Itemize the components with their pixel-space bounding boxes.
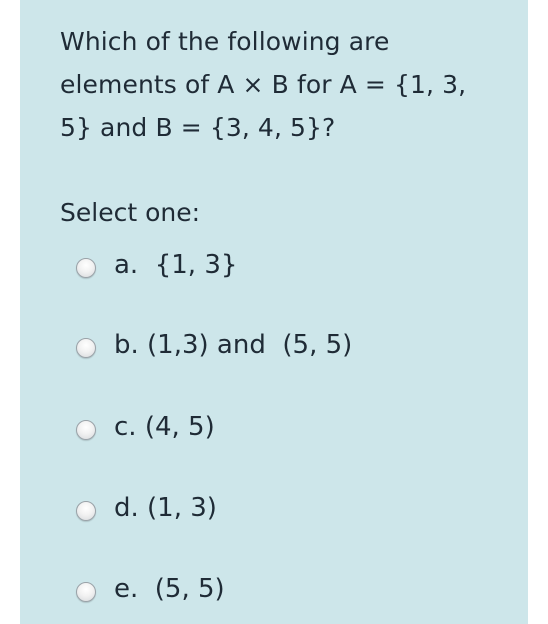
radio-button-icon[interactable] <box>76 501 96 521</box>
option-e[interactable] <box>76 569 225 609</box>
option-d[interactable] <box>76 488 217 528</box>
option-d-label: d. (1, 3) <box>114 493 217 523</box>
option-b[interactable] <box>76 325 352 365</box>
radio-button-icon[interactable] <box>76 258 96 278</box>
question-line-2: elements of A × B for A = {1, 3, <box>60 70 467 99</box>
radio-button-icon[interactable] <box>76 582 96 602</box>
radio-button-icon[interactable] <box>76 420 96 440</box>
radio-button-icon[interactable] <box>76 338 96 358</box>
option-e-label: e. (5, 5) <box>114 574 225 604</box>
question-text <box>60 20 500 149</box>
option-c[interactable] <box>76 407 215 447</box>
question-line-3: 5} and B = {3, 4, 5}? <box>60 113 336 142</box>
question-line-1: Which of the following are <box>60 27 390 56</box>
option-c-label: c. (4, 5) <box>114 412 215 442</box>
question-card <box>20 0 528 624</box>
option-a[interactable] <box>76 245 237 285</box>
option-b-label: b. (1,3) and (5, 5) <box>114 330 353 360</box>
select-one-label: Select one: <box>60 198 201 227</box>
option-a-label: a. {1, 3} <box>114 250 238 280</box>
